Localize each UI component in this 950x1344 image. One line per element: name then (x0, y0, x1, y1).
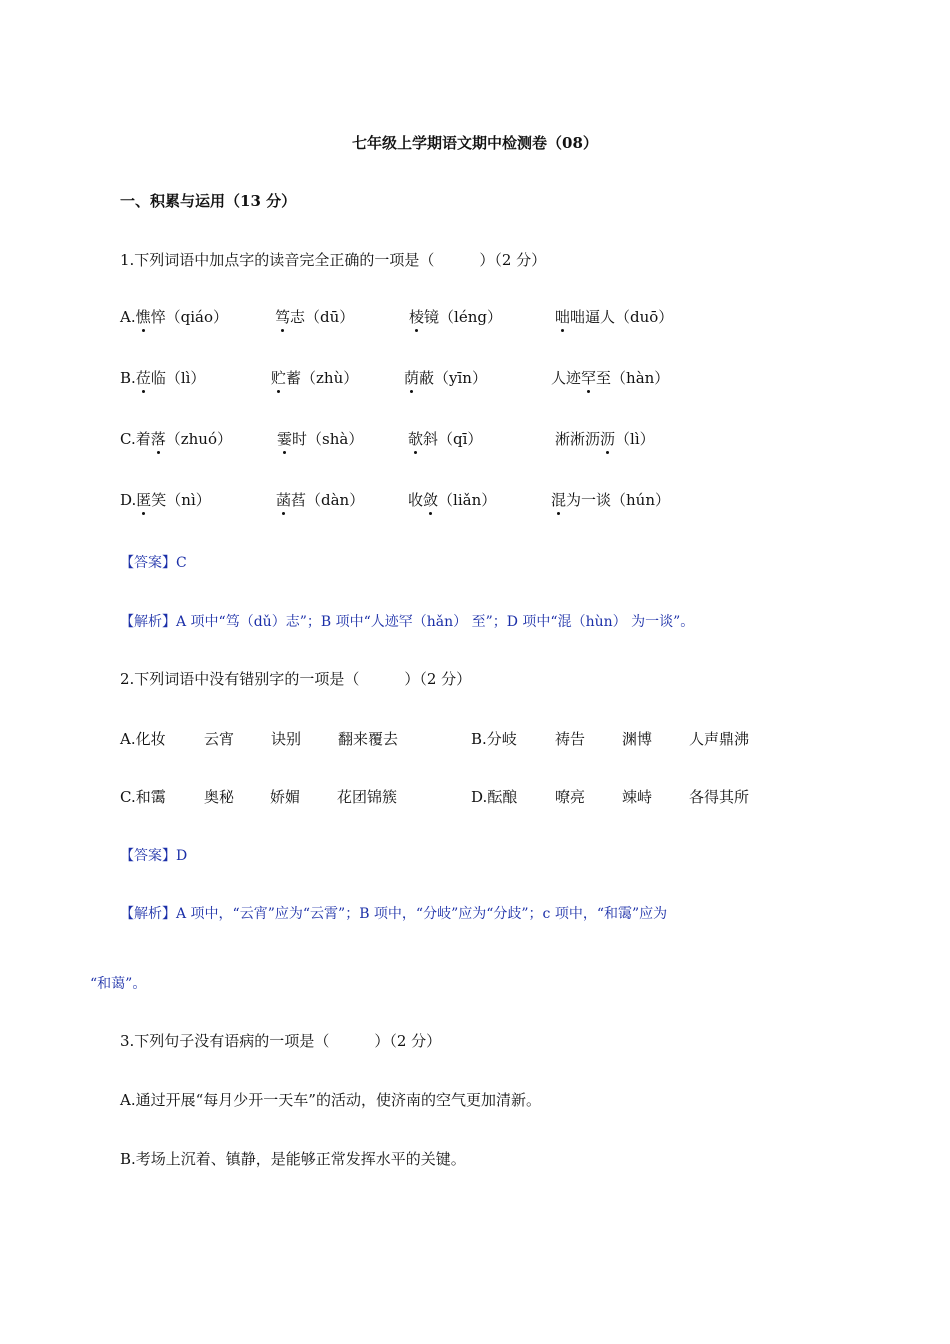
item-prefix: 人迹 (551, 369, 582, 387)
q2-word: 竦峙 (622, 788, 653, 806)
item-suffix: （zhuó） (165, 430, 232, 448)
q1-option-c-item-2 (277, 428, 363, 449)
question-1-analysis: 【解析】A 项中“笃（dǔ）志”；B 项中“人迹罕（hǎn） 至”；D 项中“混（hùn） 为一谈”。 (120, 614, 695, 630)
q2-word: B.分岐 (471, 730, 517, 748)
dotted-character: 霎 (277, 430, 293, 448)
item-prefix: C.着 (120, 430, 151, 448)
q2-word: 花团锦簇 (337, 788, 398, 806)
q2-word: C.和霭 (120, 788, 166, 806)
dotted-character: 沥 (600, 430, 616, 448)
dotted-character: 罕 (581, 369, 597, 387)
item-suffix: 笑（nì） (151, 491, 211, 509)
question-2-analysis: 【解析】A 项中，“云宵”应为“云霄”；B 项中，“分岐”应为“分歧”；c 项中，“和霭”应为 (120, 906, 668, 922)
q2-word: 奥秘 (204, 788, 235, 806)
dotted-character: 咄 (555, 308, 571, 326)
dotted-character: 敛 (423, 491, 439, 509)
q2-word: 云宵 (204, 730, 235, 748)
q2-word: 祷告 (555, 730, 586, 748)
q1-option-a-item-2 (275, 306, 354, 327)
dotted-character: 莅 (135, 369, 151, 387)
dotted-character: 笃 (275, 308, 291, 326)
q2-word: A.化妆 (120, 730, 166, 748)
item-suffix: 咄逼人（duō） (570, 308, 674, 326)
q1-option-d-item-1 (120, 489, 211, 510)
item-suffix: （liǎn） (438, 491, 497, 509)
item-suffix: 至（hàn） (596, 369, 670, 387)
q2-word: 渊博 (622, 730, 653, 748)
item-suffix: 镜（léng） (424, 308, 502, 326)
item-suffix: （lì） (615, 430, 655, 448)
item-prefix: 收 (408, 491, 424, 509)
item-suffix: 萏（dàn） (291, 491, 365, 509)
question-2-answer: 【答案】D (120, 848, 188, 864)
dotted-character: 欹 (408, 430, 424, 448)
q1-option-d-item-3 (408, 489, 496, 510)
q2-word: 人声鼎沸 (689, 730, 750, 748)
dotted-character: 憔 (135, 308, 151, 326)
item-suffix: 斜（qī） (423, 430, 483, 448)
q1-option-c-item-1 (120, 428, 232, 449)
q1-option-d-item-4 (551, 489, 670, 510)
question-1-stem: 1.下列词语中加点字的读音完全正确的一项是（ ）（2 分） (120, 251, 547, 269)
q2-word: 娇媚 (270, 788, 301, 806)
q1-option-b-item-4 (551, 367, 669, 388)
q1-option-c-item-3 (408, 428, 482, 449)
dotted-character: 荫 (404, 369, 420, 387)
question-2-analysis-continued: “和蔼”。 (90, 976, 147, 992)
dotted-character: 菡 (276, 491, 292, 509)
dotted-character: 贮 (271, 369, 287, 387)
q1-option-c-item-4 (555, 428, 655, 449)
dotted-character: 落 (150, 430, 166, 448)
q1-option-a-item-4 (555, 306, 673, 327)
item-suffix: 蓄（zhù） (286, 369, 359, 387)
question-3-stem: 3.下列句子没有语病的一项是（ ）（2 分） (120, 1032, 442, 1050)
q2-word: D.酝酿 (471, 788, 518, 806)
item-prefix: B. (120, 369, 136, 387)
q1-option-a-item-1 (120, 306, 228, 327)
item-suffix: 临（lì） (150, 369, 206, 387)
item-prefix: 淅淅沥 (555, 430, 601, 448)
item-suffix: 时（shà） (292, 430, 364, 448)
item-suffix: 蔽（yīn） (419, 369, 487, 387)
q2-word: 嘹亮 (555, 788, 586, 806)
question-1-answer: 【答案】C (120, 555, 187, 571)
q1-option-a-item-3 (409, 306, 502, 327)
q2-word: 各得其所 (689, 788, 750, 806)
dotted-character: 混 (551, 491, 567, 509)
q1-option-b-item-2 (271, 367, 358, 388)
item-suffix: 为一谈（hún） (566, 491, 670, 509)
question-2-stem: 2.下列词语中没有错别字的一项是（ ）（2 分） (120, 670, 472, 688)
dotted-character: 棱 (409, 308, 425, 326)
q2-word: 翻来覆去 (338, 730, 399, 748)
dotted-character: 匿 (136, 491, 152, 509)
q2-word: 诀别 (271, 730, 302, 748)
q1-option-b-item-1 (120, 367, 205, 388)
question-3-option-b: B.考场上沉着、镇静，是能够正常发挥水平的关键。 (120, 1150, 466, 1168)
item-suffix: 悴（qiáo） (150, 308, 228, 326)
section-heading: 一、积累与运用（13 分） (120, 192, 297, 210)
item-suffix: 志（dū） (290, 308, 355, 326)
item-prefix: A. (120, 308, 136, 326)
question-3-option-a: A.通过开展“每月少开一天车”的活动，使济南的空气更加清新。 (120, 1091, 541, 1109)
q1-option-b-item-3 (404, 367, 487, 388)
q1-option-d-item-2 (276, 489, 364, 510)
page-title: 七年级上学期语文期中检测卷（08） (352, 134, 598, 152)
item-prefix: D. (120, 491, 137, 509)
